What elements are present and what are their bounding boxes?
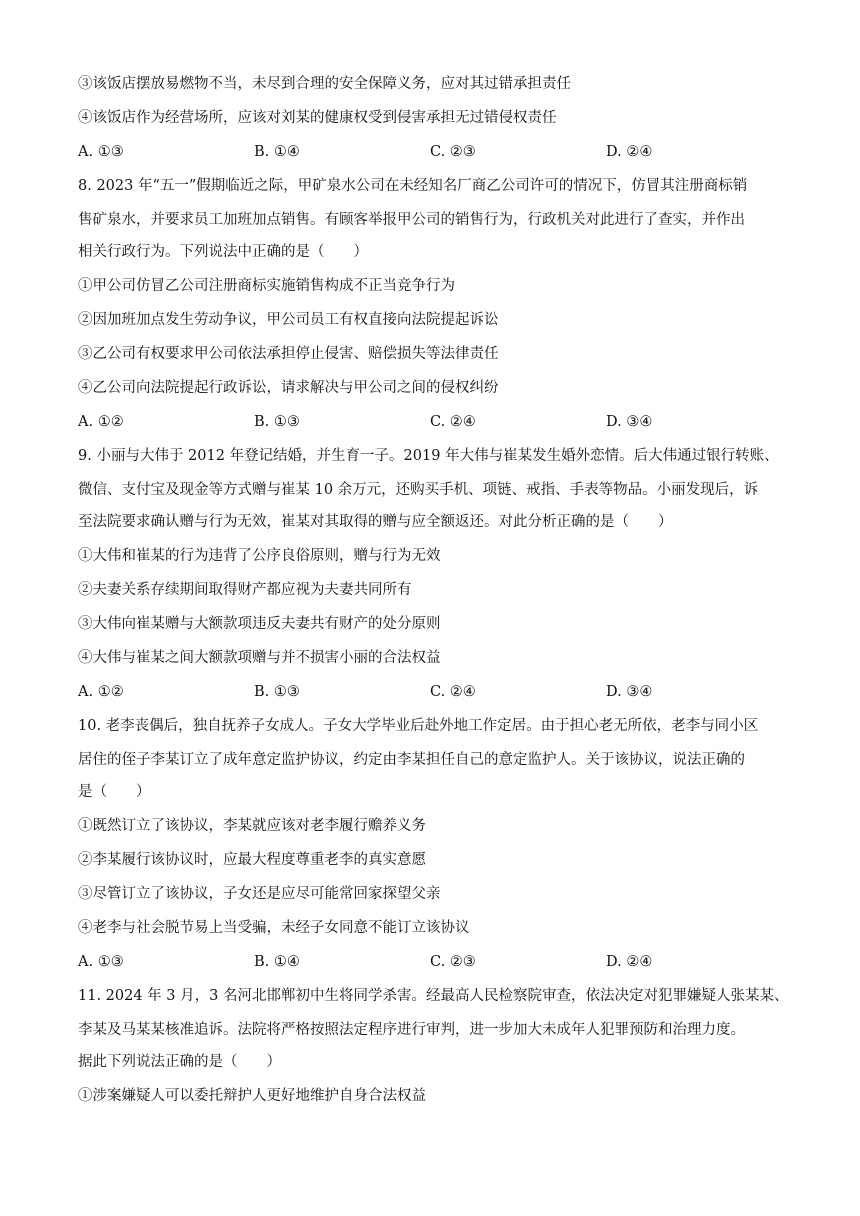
q11-option-1: ①涉案嫌疑人可以委托辩护人更好地维护自身合法权益 xyxy=(78,1088,426,1104)
q11-stem-line-3: 据此下列说法正确的是（ ） xyxy=(78,1054,281,1070)
q8-stem-line-1: 8. 2023 年“五一”假期临近之际，甲矿泉水公司在未经知名厂商乙公司许可的情况下，仿冒其注册商标销 xyxy=(78,178,748,194)
q8-stem-line-3: 相关行政行为。下列说法中正确的是（ ） xyxy=(78,244,368,260)
q9-option-4: ④大伟与崔某之间大额款项赠与并不损害小丽的合法权益 xyxy=(78,650,441,666)
q10-choice-b[interactable]: B. ①④ xyxy=(254,954,300,970)
q9-option-1: ①大伟和崔某的行为违背了公序良俗原则，赠与行为无效 xyxy=(78,548,441,564)
q10-stem-line-3: 是（ ） xyxy=(78,784,151,800)
q10-choice-c[interactable]: C. ②③ xyxy=(430,954,476,970)
q8-option-4: ④乙公司向法院提起行政诉讼，请求解决与甲公司之间的侵权纠纷 xyxy=(78,380,499,396)
q9-option-3: ③大伟向崔某赠与大额款项违反夫妻共有财产的处分原则 xyxy=(78,616,441,632)
q8-choice-d[interactable]: D. ③④ xyxy=(606,414,653,430)
q8-answer-choices xyxy=(78,412,798,432)
q9-choice-b[interactable]: B. ①③ xyxy=(254,684,300,700)
q7-answer-choices xyxy=(78,142,798,162)
q9-choice-d[interactable]: D. ③④ xyxy=(606,684,653,700)
q7-option-3: ③该饭店摆放易燃物不当，未尽到合理的安全保障义务，应对其过错承担责任 xyxy=(78,76,571,92)
q9-option-2: ②夫妻关系存续期间取得财产都应视为夫妻共同所有 xyxy=(78,582,412,598)
q8-option-1: ①甲公司仿冒乙公司注册商标实施销售构成不正当竞争行为 xyxy=(78,278,455,294)
q8-choice-a[interactable]: A. ①② xyxy=(78,414,124,430)
q8-choice-b[interactable]: B. ①③ xyxy=(254,414,300,430)
q7-choice-a[interactable]: A. ①③ xyxy=(78,144,124,160)
q8-choice-c[interactable]: C. ②④ xyxy=(430,414,476,430)
q10-choice-a[interactable]: A. ①③ xyxy=(78,954,124,970)
q9-answer-choices xyxy=(78,682,798,702)
q8-option-3: ③乙公司有权要求甲公司依法承担停止侵害、赔偿损失等法律责任 xyxy=(78,346,499,362)
q10-option-2: ②李某履行该协议时，应最大程度尊重老李的真实意愿 xyxy=(78,852,426,868)
q10-choice-d[interactable]: D. ②④ xyxy=(606,954,653,970)
q10-stem-line-2: 居住的侄子李某订立了成年意定监护协议，约定由李某担任自己的意定监护人。关于该协议，说法正确的 xyxy=(78,752,745,768)
q9-stem-line-2: 微信、支付宝及现金等方式赠与崔某 10 余万元，还购买手机、项链、戒指、手表等物品。小丽发现后，诉 xyxy=(78,482,759,498)
q10-answer-choices xyxy=(78,952,798,972)
q9-choice-c[interactable]: C. ②④ xyxy=(430,684,476,700)
q9-stem-line-1: 9. 小丽与大伟于 2012 年登记结婚，并生育一子。2019 年大伟与崔某发生婚外恋情。后大伟通过银行转账、 xyxy=(78,448,779,464)
q7-choice-b[interactable]: B. ①④ xyxy=(254,144,300,160)
q7-option-4: ④该饭店作为经营场所，应该对刘某的健康权受到侵害承担无过错侵权责任 xyxy=(78,110,557,126)
q11-stem-line-1: 11. 2024 年 3 月，3 名河北邯郸初中生将同学杀害。经最高人民检察院审查，依法决定对犯罪嫌疑人张某某、 xyxy=(78,988,789,1004)
q8-option-2: ②因加班加点发生劳动争议，甲公司员工有权直接向法院提起诉讼 xyxy=(78,312,499,328)
q10-stem-line-1: 10. 老李丧偶后，独自抚养子女成人。子女大学毕业后赴外地工作定居。由于担心老无所依，老李与同小区 xyxy=(78,718,759,734)
q7-choice-c[interactable]: C. ②③ xyxy=(430,144,476,160)
q9-choice-a[interactable]: A. ①② xyxy=(78,684,124,700)
q11-stem-line-2: 李某及马某某核准追诉。法院将严格按照法定程序进行审判，进一步加大未成年人犯罪预防和治理力度。 xyxy=(78,1022,745,1038)
q10-option-1: ①既然订立了该协议，李某就应该对老李履行赡养义务 xyxy=(78,818,426,834)
q8-stem-line-2: 售矿泉水，并要求员工加班加点销售。有顾客举报甲公司的销售行为，行政机关对此进行了查实，并作出 xyxy=(78,212,745,228)
q10-option-4: ④老李与社会脱节易上当受骗，未经子女同意不能订立该协议 xyxy=(78,920,470,936)
q10-option-3: ③尽管订立了该协议，子女还是应尽可能常回家探望父亲 xyxy=(78,886,441,902)
q9-stem-line-3: 至法院要求确认赠与行为无效，崔某对其取得的赠与应全额返还。对此分析正确的是（ ） xyxy=(78,514,673,530)
q7-choice-d[interactable]: D. ②④ xyxy=(606,144,653,160)
